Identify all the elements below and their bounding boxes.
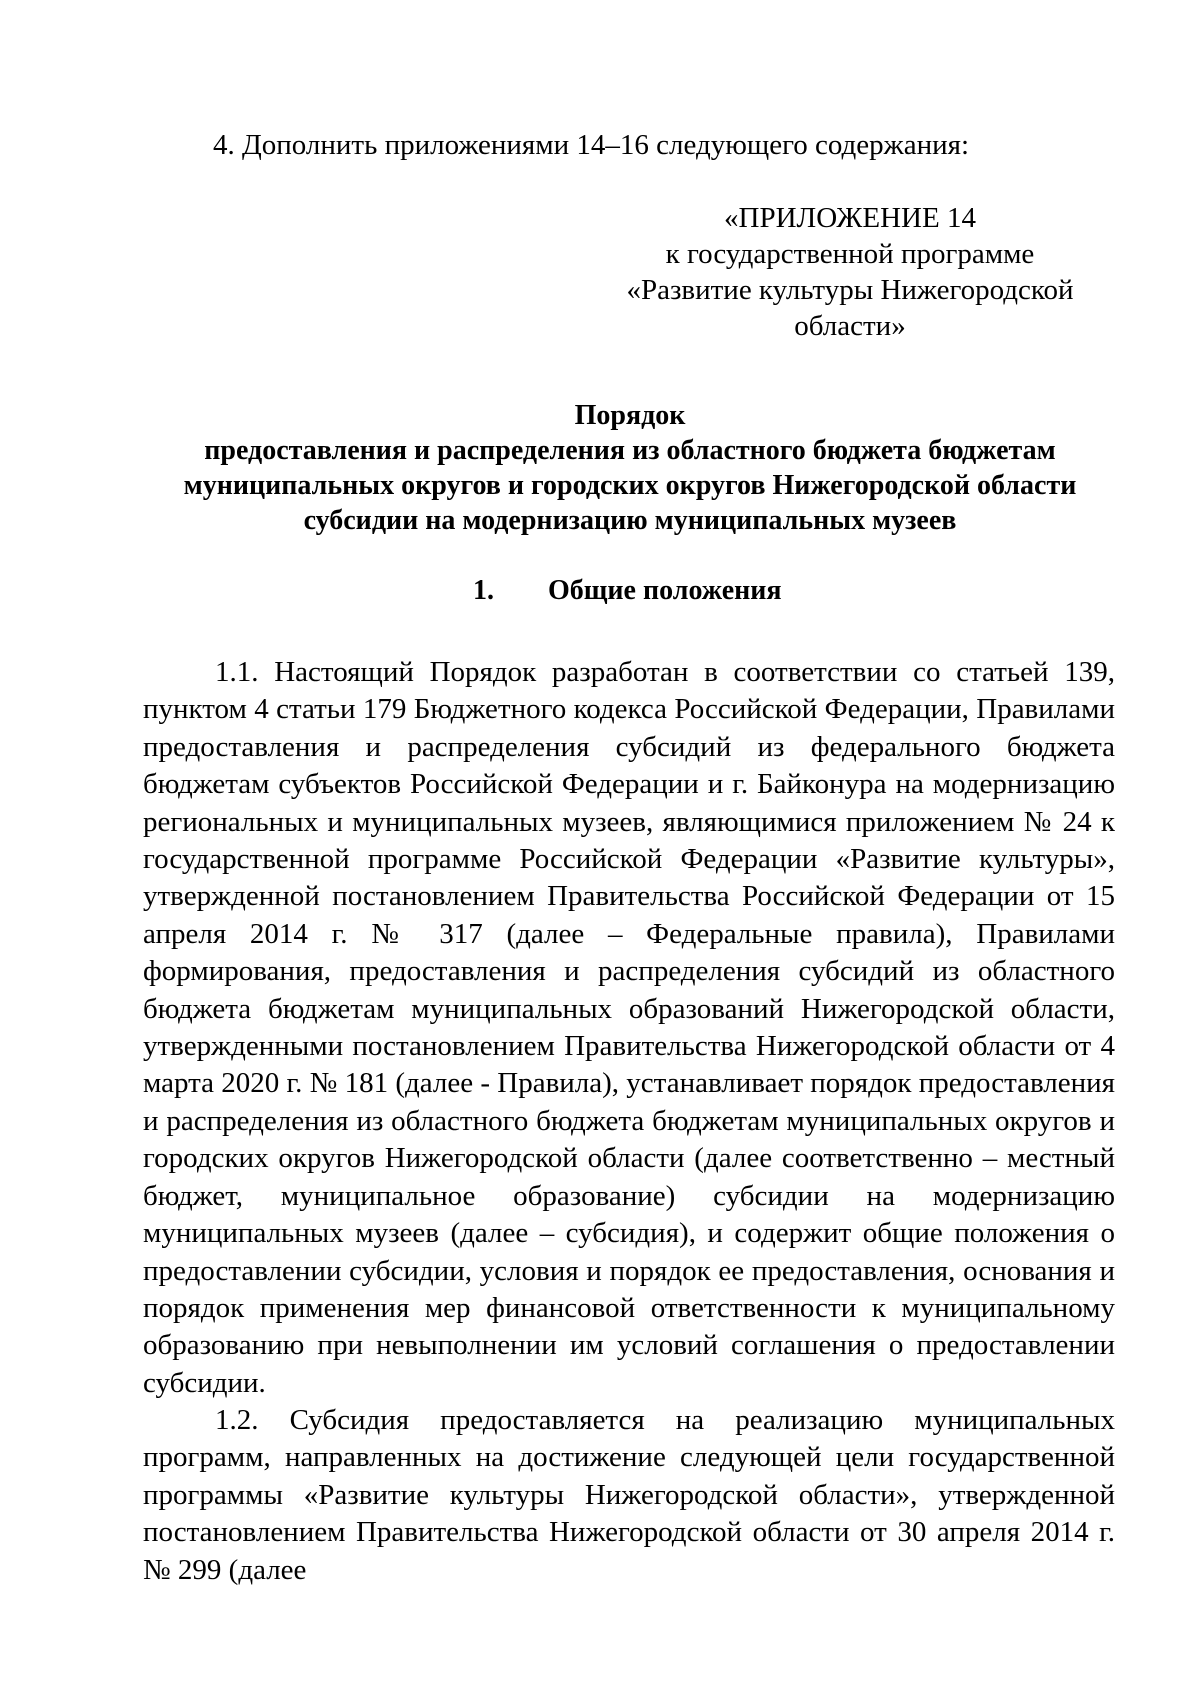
- appendix-program-name: «Развитие культуры Нижегородской: [626, 274, 1074, 306]
- document-title: [140, 398, 1120, 538]
- section-title: Общие положения: [548, 575, 782, 606]
- title-line-3: муниципальных округов и городских округов Нижегородской области: [183, 470, 1077, 501]
- appendix-header: [600, 200, 1100, 344]
- appendix-number: «ПРИЛОЖЕНИЕ 14: [724, 202, 976, 234]
- section-number: 1.: [473, 575, 494, 606]
- intro-line: 4. Дополнить приложениями 14–16 следующего содержания:: [213, 129, 970, 161]
- title-line-4: субсидии на модернизацию муниципальных музеев: [303, 505, 957, 536]
- appendix-reference: к государственной программе: [665, 238, 1035, 270]
- title-line-1: Порядок: [574, 400, 686, 431]
- title-line-2: предоставления и распределения из областного бюджета бюджетам: [204, 435, 1056, 466]
- paragraph-1-2: 1.2. Субсидия предоставляется на реализацию муниципальных программ, направленных на достижение следующей цели государственной программы «Развитие культуры Нижегородской области», утвержденной постановлением Правительства Нижегородской области от 30 апреля 2014 г. № 299 (далее: [143, 1404, 1115, 1586]
- paragraph-1-1: 1.1. Настоящий Порядок разработан в соответствии со статьей 139, пунктом 4 статьи 179 Бюджетного кодекса Российской Федерации, Правилами предоставления и распределения субсидий из федерального бюджета бюджетам субъектов Российской Федерации и г. Байконура на модернизацию региональных и муниципальных музеев, являющимися приложением № 24 к государственной программе Российской Федерации «Развитие культуры», утвержденной постановлением Правительства Российской Федерации от 15 апреля 2014 г. № 317 (далее – Федеральные правила), Правилами формирования, предоставления и распределения субсидий из областного бюджета бюджетам муниципальных образований Нижегородской области, утвержденными постановлением Правительства Нижегородской области от 4 марта 2020 г. № 181 (далее - Правила), устанавливает порядок предоставления и распределения из областного бюджета бюджетам муниципальных округов и городских округов Нижегородской области (далее соответственно – местный бюджет, муниципальное образование) субсидии на модернизацию муниципальных музеев (далее – субсидия), и содержит общие положения о предоставлении субсидии, условия и порядок ее предоставления, основания и порядок применения мер финансовой ответственности к муниципальному образованию при невыполнении им условий соглашения о предоставлении субсидии.: [143, 656, 1115, 1399]
- appendix-program-name-end: области»: [794, 310, 906, 342]
